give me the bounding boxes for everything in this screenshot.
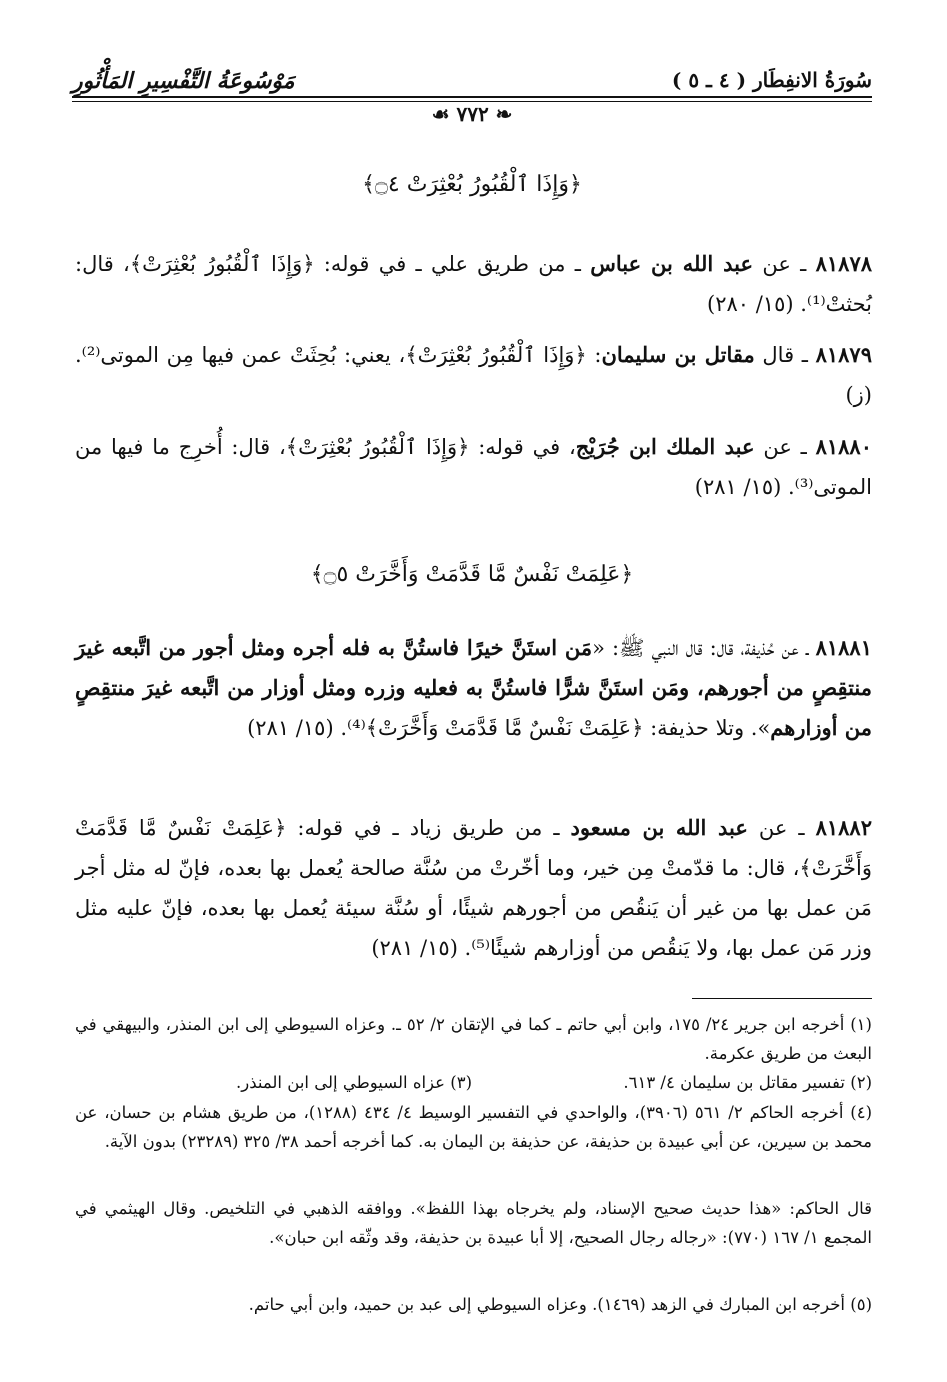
footnote-5: (٥) أخرجه ابن المبارك في الزهد (١٤٦٩). وعزاه السيوطي إلى عبد بن حميد، وابن أبي حاتم. [248,1295,872,1314]
ayah-heading-5: ﴿عَلِمَتْ نَفْسٌ مَّا قَدَّمَتْ وَأَخَّرَتْ ۝٥﴾ [310,562,634,587]
book-title: مَوْسُوعَةُ التَّفْسِيرِ المَأْثُورِ [72,68,295,94]
footnote-row-2-3 [75,1068,872,1097]
narration-81879: ٨١٨٧٩ ـ قال مقاتل بن سليمان: ﴿وَإِذَا ٱلْقُبُورُ بُعْثِرَتْ﴾، يعني: بُحِثَتْ عمن فيها مِن الموتى⁽²⁾. (ز) [75,342,872,407]
header-rule [72,96,872,98]
narration-81878: ٨١٨٧٨ ـ عن عبد الله بن عباس ـ من طريق علي ـ في قوله: ﴿وَإِذَا ٱلْقُبُورُ بُعْثِرَتْ﴾، قال: بُحثتْ⁽¹⁾. (١٥/ ٢٨٠) [75,251,873,316]
footnote-4-continued: قال الحاكم: «هذا حديث صحيح الإسناد، ولم يخرجاه بهذا اللفظ». ووافقه الذهبي في التلخيص. وقال الهيثمي في المجمع ١/ ١٦٧ (٧٧٠): «رجاله رجال الصحيح، إلا أبا عبيدة بن حذيفة، وقد وثّقه ابن حبان». [75,1199,872,1247]
footnote-separator [692,998,872,999]
ornament-icon: ❧ [488,102,513,126]
footnote-3: (٣) عزاه السيوطي إلى ابن المنذر. [236,1073,472,1092]
footnote-4: (٤) أخرجه الحاكم ٢/ ٥٦١ (٣٩٠٦)، والواحدي في التفسير الوسيط ٤/ ٤٣٤ (١٢٨٨)، من طريق هشام بن حسان، عن محمد بن سيرين، عن أبي عبيدة بن حذيفة، عن حذيفة بن اليمان به. كما أخرجه أحمد ٣٨/ ٣٢٥ (٢٣٢٨٩) بدون الآية. [75,1103,873,1151]
ornament-icon: ☙ [431,102,457,126]
narration-81880: ٨١٨٨٠ ـ عن عبد الملك ابن جُرَيْج، في قوله: ﴿وَإِذَا ٱلْقُبُورُ بُعْثِرَتْ﴾، قال: أُخرِج ما فيها من الموتى⁽³⁾. (١٥/ ٢٨١) [75,434,872,499]
narration-81882: ٨١٨٨٢ ـ عن عبد الله بن مسعود ـ من طريق زياد ـ في قوله: ﴿عَلِمَتْ نَفْسٌ مَّا قَدَّمَتْ وَأَخَّرَتْ﴾، قال: ما قدّمتْ مِن خير، وما أخّرتْ من سُنَّة صالحة يُعمل بها بعده، فإنّ له مثل أجر مَن عمل بها من غير أن يَنقُص من أجورهم شيئًا، أو سُنَّة سيئة يُعمل بها بعده، فإنّ عليه مثل وزر مَن عمل بها، ولا يَنقُص من أوزارهم شيئًا⁽⁵⁾. (١٥/ ٢٨١) [75,815,872,960]
page-number: ❧ ٧٧٢ ☙ [431,102,513,126]
narration-81881: ٨١٨٨١ ـ عن حُذيفة، قال: قال النبي ﷺ: «مَن استَنَّ خيرًا فاستُنَّ به فله أجره ومثل أجور من اتَّبعه غيرَ منتقِصٍ من أجورهم، ومَن استَنَّ شرًّا فاستُنَّ به فعليه وزره ومثل أوزار من اتَّبعه غيرَ منتقِصٍ من أوزارهم». وتلا حذيفة: ﴿عَلِمَتْ نَفْسٌ مَّا قَدَّمَتْ وَأَخَّرَتْ﴾⁽⁴⁾. (١٥/ ٢٨١) [75,635,872,740]
footnote-1: (١) أخرجه ابن جرير ٢٤/ ١٧٥، وابن أبي حاتم ـ كما في الإتقان ٢/ ٥٢ ـ. وعزاه السيوطي إلى ابن المنذر، والبيهقي في البعث من طريق عكرمة. [75,1015,872,1063]
footnote-2: (٢) تفسير مقاتل بن سليمان ٤/ ٦١٣. [623,1073,872,1092]
surah-title: سُورَةُ الانفِطَار ( ٤ ـ ٥ ) [671,68,872,92]
ayah-heading-4: ﴿وَإِذَا ٱلْقُبُورُ بُعْثِرَتْ ۝٤﴾ [362,172,582,197]
